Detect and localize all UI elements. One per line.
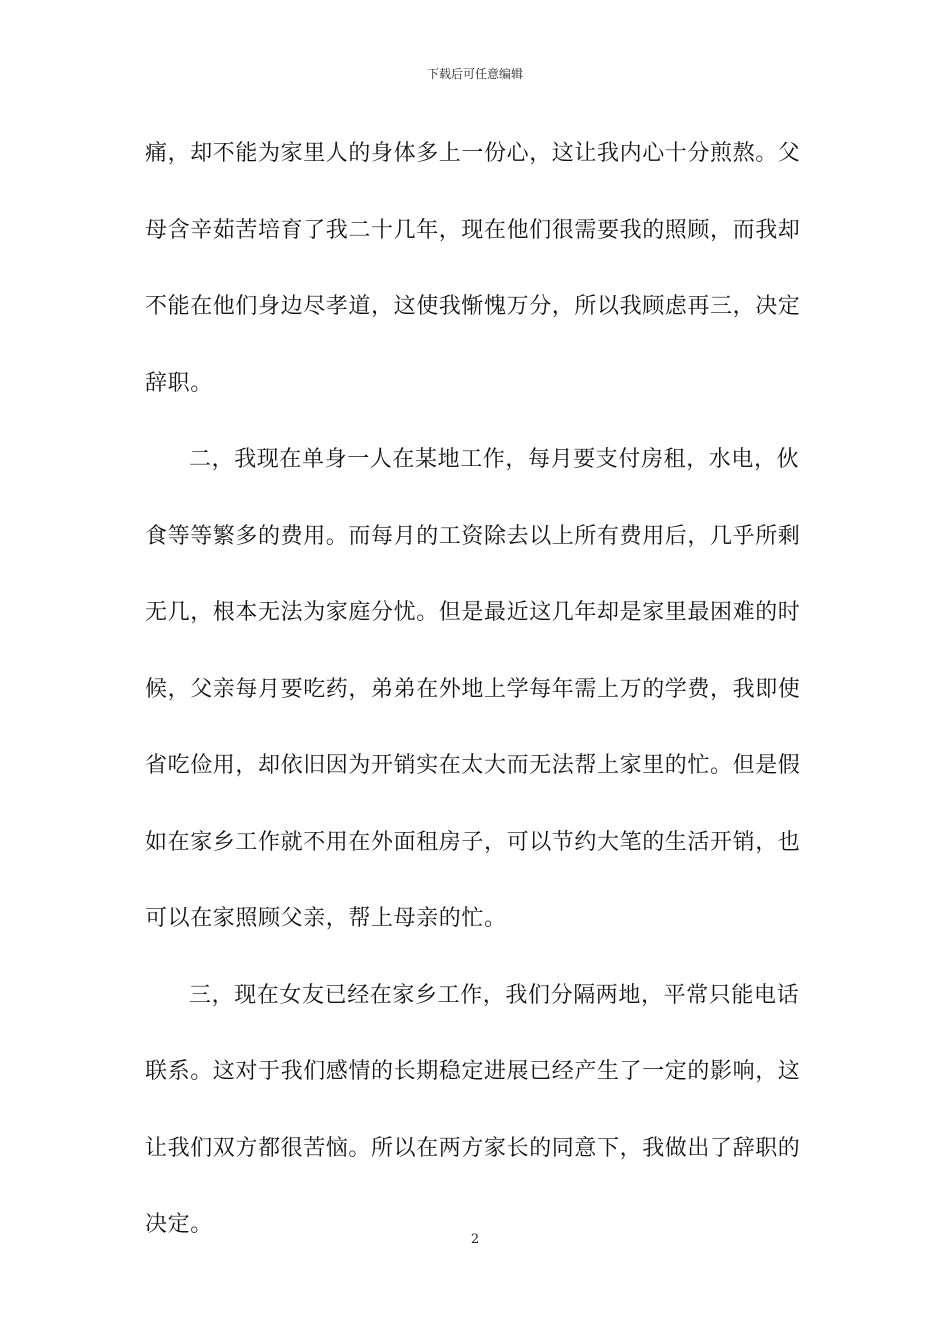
text-line: 可以在家照顾父亲，帮上母亲的忙。 [145, 906, 507, 931]
paragraph-start-line: 二，我现在单身一人在某地工作，每月要支付房租，水电，伙 [189, 447, 800, 472]
paragraph-start-line: 三，现在女友已经在家乡工作，我们分隔两地，平常只能电话 [189, 982, 800, 1008]
text-line: 联系。这对于我们感情的长期稳定进展已经产生了一定的影响，这 [145, 1059, 801, 1084]
text-line: 省吃俭用，却依旧因为开销实在太大而无法帮上家里的忙。但是假 [145, 753, 801, 778]
text-line: 母含辛茹苦培育了我二十几年，现在他们很需要我的照顾，而我却 [145, 217, 801, 243]
text-line: 不能在他们身边尽孝道，这使我惭愧万分，所以我顾虑再三，决定 [145, 294, 801, 319]
page-header: 下载后可任意编辑 [426, 67, 523, 81]
text-line: 让我们双方都很苦恼。所以在两方家长的同意下，我做出了辞职的 [145, 1135, 801, 1161]
text-line: 辞职。 [145, 370, 213, 396]
text-line: 如在家乡工作就不用在外面租房子，可以节约大笔的生活开销，也 [145, 829, 801, 855]
text-line: 痛，却不能为家里人的身体多上一份心，这让我内心十分煎熬。父 [145, 141, 801, 166]
page-number: 2 [470, 1232, 480, 1247]
document-body [145, 133, 805, 1281]
text-line: 决定。 [145, 1212, 213, 1237]
text-line: 无几，根本无法为家庭分忧。但是最近这几年却是家里最困难的时 [145, 600, 801, 625]
text-line: 食等等繁多的费用。而每月的工资除去以上所有费用后，几乎所剩 [145, 523, 801, 549]
text-line: 候，父亲每月要吃药，弟弟在外地上学每年需上万的学费，我即使 [145, 676, 801, 702]
